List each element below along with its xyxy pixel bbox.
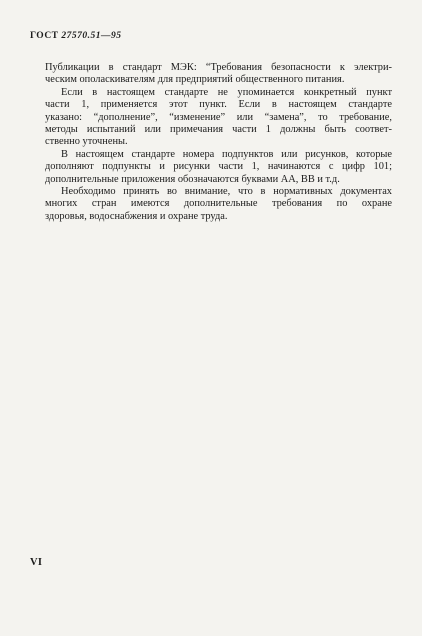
paragraph-line: указано: “дополнение”, “изменение” или “замена”, то требование, [45,111,392,123]
page-header [30,31,122,41]
paragraph-line: здоровья, водоснабжения и охране труда. [45,210,228,222]
standard-number: 27570.51—95 [61,31,122,41]
paragraph-line: ственно уточнены. [45,136,128,148]
paragraph-line: Публикации в стандарт МЭК: “Требования безопасности к электри- [45,62,392,73]
paragraph-line: методы испытаний или примечания части 1 должны быть соответ- [45,124,392,136]
page-number: VI [30,557,43,568]
paragraph-4 [30,186,392,223]
paragraph-line: дополняют подпункты и рисунки части 1, начинаются с цифр 101; [45,161,392,173]
paragraph-3 [30,149,392,186]
paragraph-line: части 1, применяется этот пункт. Если в настоящем стандарте [45,99,392,111]
paragraph-line: Необходимо принять во внимание, что в нормативных документах [61,186,392,198]
paragraph-line: многих стран имеются дополнительные требования по охране [45,198,392,210]
paragraph-1 [30,62,392,87]
body-text [30,62,392,223]
paragraph-line: В настоящем стандарте номера подпунктов или рисунков, которые [61,148,392,160]
paragraph-line: Если в настоящем стандарте не упоминается конкретный пункт [61,86,392,98]
standard-prefix: ГОСТ [30,31,59,41]
paragraph-2 [30,87,392,149]
paragraph-line: дополнительные приложения обозначаются буквами АА, ВВ и т.д. [45,173,340,185]
paragraph-line: ческим ополаскивателям для предприятий общественного питания. [45,74,345,86]
